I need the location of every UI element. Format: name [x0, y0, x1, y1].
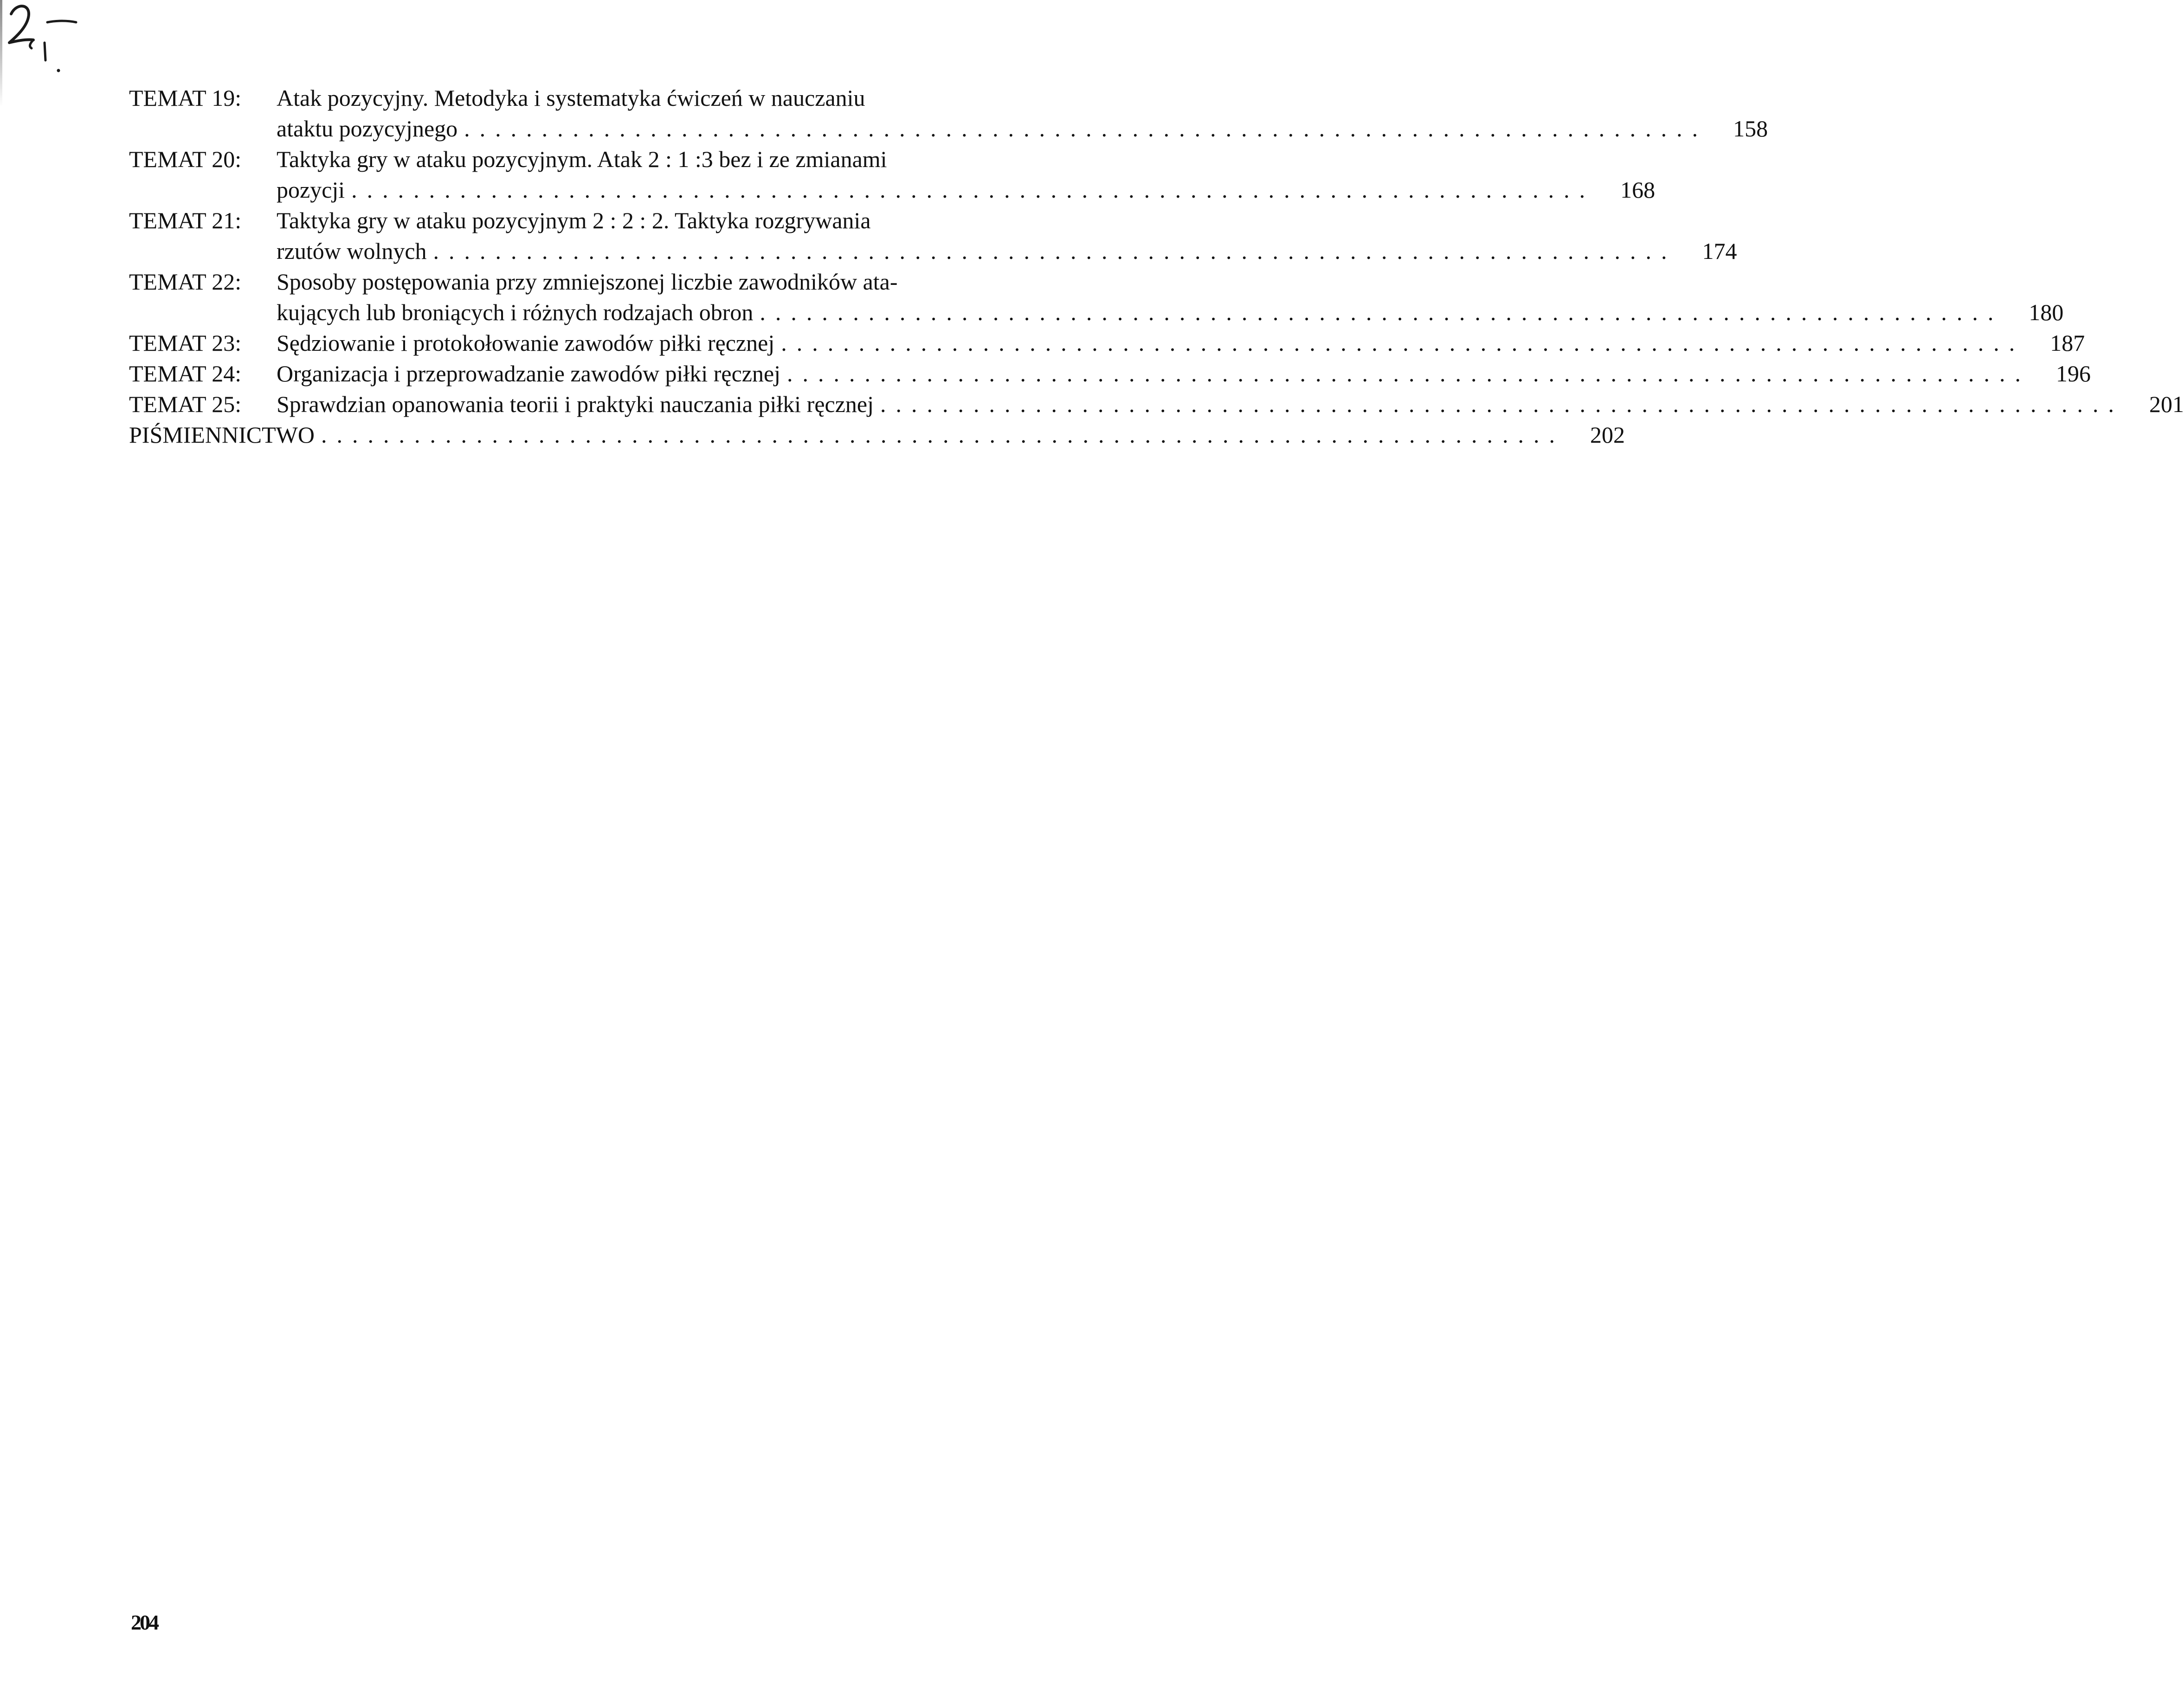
page-number: 204: [131, 1611, 157, 1634]
toc-entry-temat-21[interactable]: [129, 205, 1737, 266]
dot-leader: ................................................................................: [787, 361, 2031, 387]
toc-entry-title-end: rzutów wolnych: [277, 238, 427, 264]
toc-entry-temat-22[interactable]: [129, 266, 2064, 328]
toc-entry-label: TEMAT 24:: [129, 361, 242, 387]
toc-entry-temat-24[interactable]: [129, 358, 2091, 389]
toc-entry-temat-19[interactable]: [129, 83, 1768, 144]
toc-entry-page-number: 180: [2029, 299, 2064, 325]
toc-entry-label: TEMAT 25:: [129, 391, 242, 417]
toc-entry-label: TEMAT 22:: [129, 269, 242, 295]
toc-entry-page-number: 174: [1702, 238, 1737, 264]
toc-entry-title-line: Atak pozycyjny. Metodyka i systematyka ćwiczeń w nauczaniu: [277, 85, 865, 111]
toc-entry-title-end: PIŚMIENNICTWO: [129, 422, 315, 448]
toc-entry-title-end: pozycji: [277, 177, 345, 203]
dot-leader: ................................................................................: [760, 299, 2004, 325]
toc-entry-temat-23[interactable]: [129, 328, 2085, 358]
toc-entry-label: TEMAT 20:: [129, 146, 242, 172]
dot-leader: ................................................................................: [321, 422, 1565, 448]
table-of-contents: [129, 83, 2184, 450]
dot-leader: ................................................................................: [464, 116, 1708, 142]
toc-entry-temat-20[interactable]: [129, 144, 1656, 205]
toc-entry-page-number: 187: [2050, 330, 2085, 356]
scan-edge-shadow: [0, 0, 2, 107]
toc-entry-title-end: Sprawdzian opanowania teorii i praktyki nauczania piłki ręcznej: [277, 391, 874, 417]
toc-entry-label: TEMAT 21:: [129, 207, 242, 233]
toc-entry-page-number: 168: [1620, 177, 1656, 203]
toc-entry-bibliography[interactable]: [129, 419, 1625, 450]
dot-leader: ................................................................................: [351, 177, 1595, 203]
dot-leader: ................................................................................: [433, 238, 1677, 264]
toc-entry-title-line: Taktyka gry w ataku pozycyjnym 2 : 2 : 2. Taktyka rozgrywania: [277, 207, 871, 233]
toc-entry-page-number: 202: [1590, 422, 1625, 448]
handwritten-annotation-icon: [3, 0, 82, 77]
toc-entry-page-number: 201: [2149, 391, 2184, 417]
toc-entry-title-end: Organizacja i przeprowadzanie zawodów piłki ręcznej: [277, 361, 781, 387]
toc-entry-title-line: Sposoby postępowania przy zmniejszonej liczbie zawodników ata-: [277, 269, 898, 295]
toc-entry-label: TEMAT 19:: [129, 85, 242, 111]
toc-entry-title-end: kujących lub broniących i różnych rodzajach obron: [277, 299, 754, 325]
dot-leader: ................................................................................: [781, 330, 2025, 356]
dot-leader: ................................................................................: [880, 391, 2124, 417]
toc-entry-page-number: 196: [2056, 361, 2091, 387]
toc-entry-label: TEMAT 23:: [129, 330, 242, 356]
toc-entry-title-end: Sędziowanie i protokołowanie zawodów piłki ręcznej: [277, 330, 775, 356]
toc-entry-title-end: ataktu pozycyjnego: [277, 116, 458, 142]
toc-entry-page-number: 158: [1733, 116, 1768, 142]
toc-entry-temat-25[interactable]: [129, 389, 2184, 419]
toc-entry-title-line: Taktyka gry w ataku pozycyjnym. Atak 2 : 1 :3 bez i ze zmianami: [277, 146, 887, 172]
